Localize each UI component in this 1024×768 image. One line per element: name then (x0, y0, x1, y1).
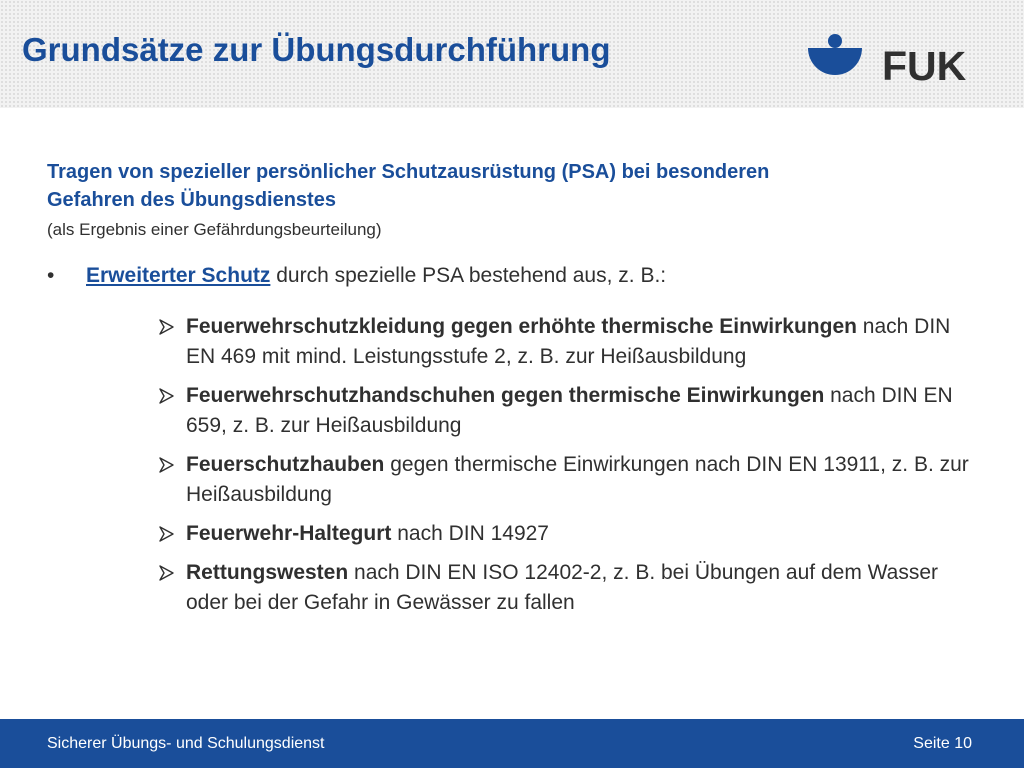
list-item-title: Rettungswesten (186, 561, 349, 584)
list-item-title: Feuerwehrschutzkleidung gegen erhöhte thermische Einwirkungen (186, 315, 857, 338)
slide-header (0, 0, 1024, 108)
arrow-bullet-icon (158, 457, 174, 473)
page-number: Seite 10 (913, 735, 972, 752)
bullet-item (47, 264, 666, 288)
list-item (158, 381, 978, 441)
slide-title: Grundsätze zur Übungsdurchführung (22, 31, 611, 68)
section-heading: Tragen von spezieller persönlicher Schutzausrüstung (PSA) bei besonderen Gefahren des Übungsdienstes (47, 161, 770, 211)
list-item-text: nach DIN EN 659, z. B. zur Heißausbildung (186, 384, 953, 437)
arrow-bullet-icon (158, 565, 174, 581)
list-item-title: Feuerwehrschutzhandschuhen gegen thermische Einwirkungen (186, 384, 825, 407)
psa-list (158, 312, 978, 627)
slide-footer (0, 719, 1024, 768)
arrow-bullet-icon (158, 526, 174, 542)
list-item-title: Feuerwehr-Haltegurt (186, 522, 392, 545)
logo-text: FUK (882, 43, 967, 86)
list-item-text: gegen thermische Einwirkungen nach DIN EN 13911, z. B. zur Heißausbildung (186, 453, 969, 506)
list-item (158, 558, 978, 618)
section-note: (als Ergebnis einer Gefährdungsbeurteilung) (47, 220, 382, 239)
footer-title: Sicherer Übungs- und Schulungsdienst (47, 735, 325, 752)
arrow-bullet-icon (158, 388, 174, 404)
fuk-logo (808, 34, 968, 86)
list-item-text: nach DIN EN ISO 12402-2, z. B. bei Übungen auf dem Wasser oder bei der Gefahr in Gewässer zu fallen (186, 561, 939, 614)
list-item-text: nach DIN 14927 (391, 522, 549, 545)
list-item (158, 519, 978, 549)
list-item-title: Feuerschutzhauben (186, 453, 385, 476)
bullet-dot: • (47, 264, 55, 287)
list-item-text: nach DIN EN 469 mit mind. Leistungsstufe 2, z. B. zur Heißausbildung (186, 315, 951, 368)
logo-head-icon (828, 34, 842, 48)
list-item (158, 450, 978, 510)
bullet-text: durch spezielle PSA bestehend aus, z. B.: (270, 264, 667, 287)
bullet-emphasis: Erweiterter Schutz (86, 264, 271, 287)
logo-bowl-icon (808, 48, 862, 75)
arrow-bullet-icon (158, 319, 174, 335)
list-item (158, 312, 978, 372)
